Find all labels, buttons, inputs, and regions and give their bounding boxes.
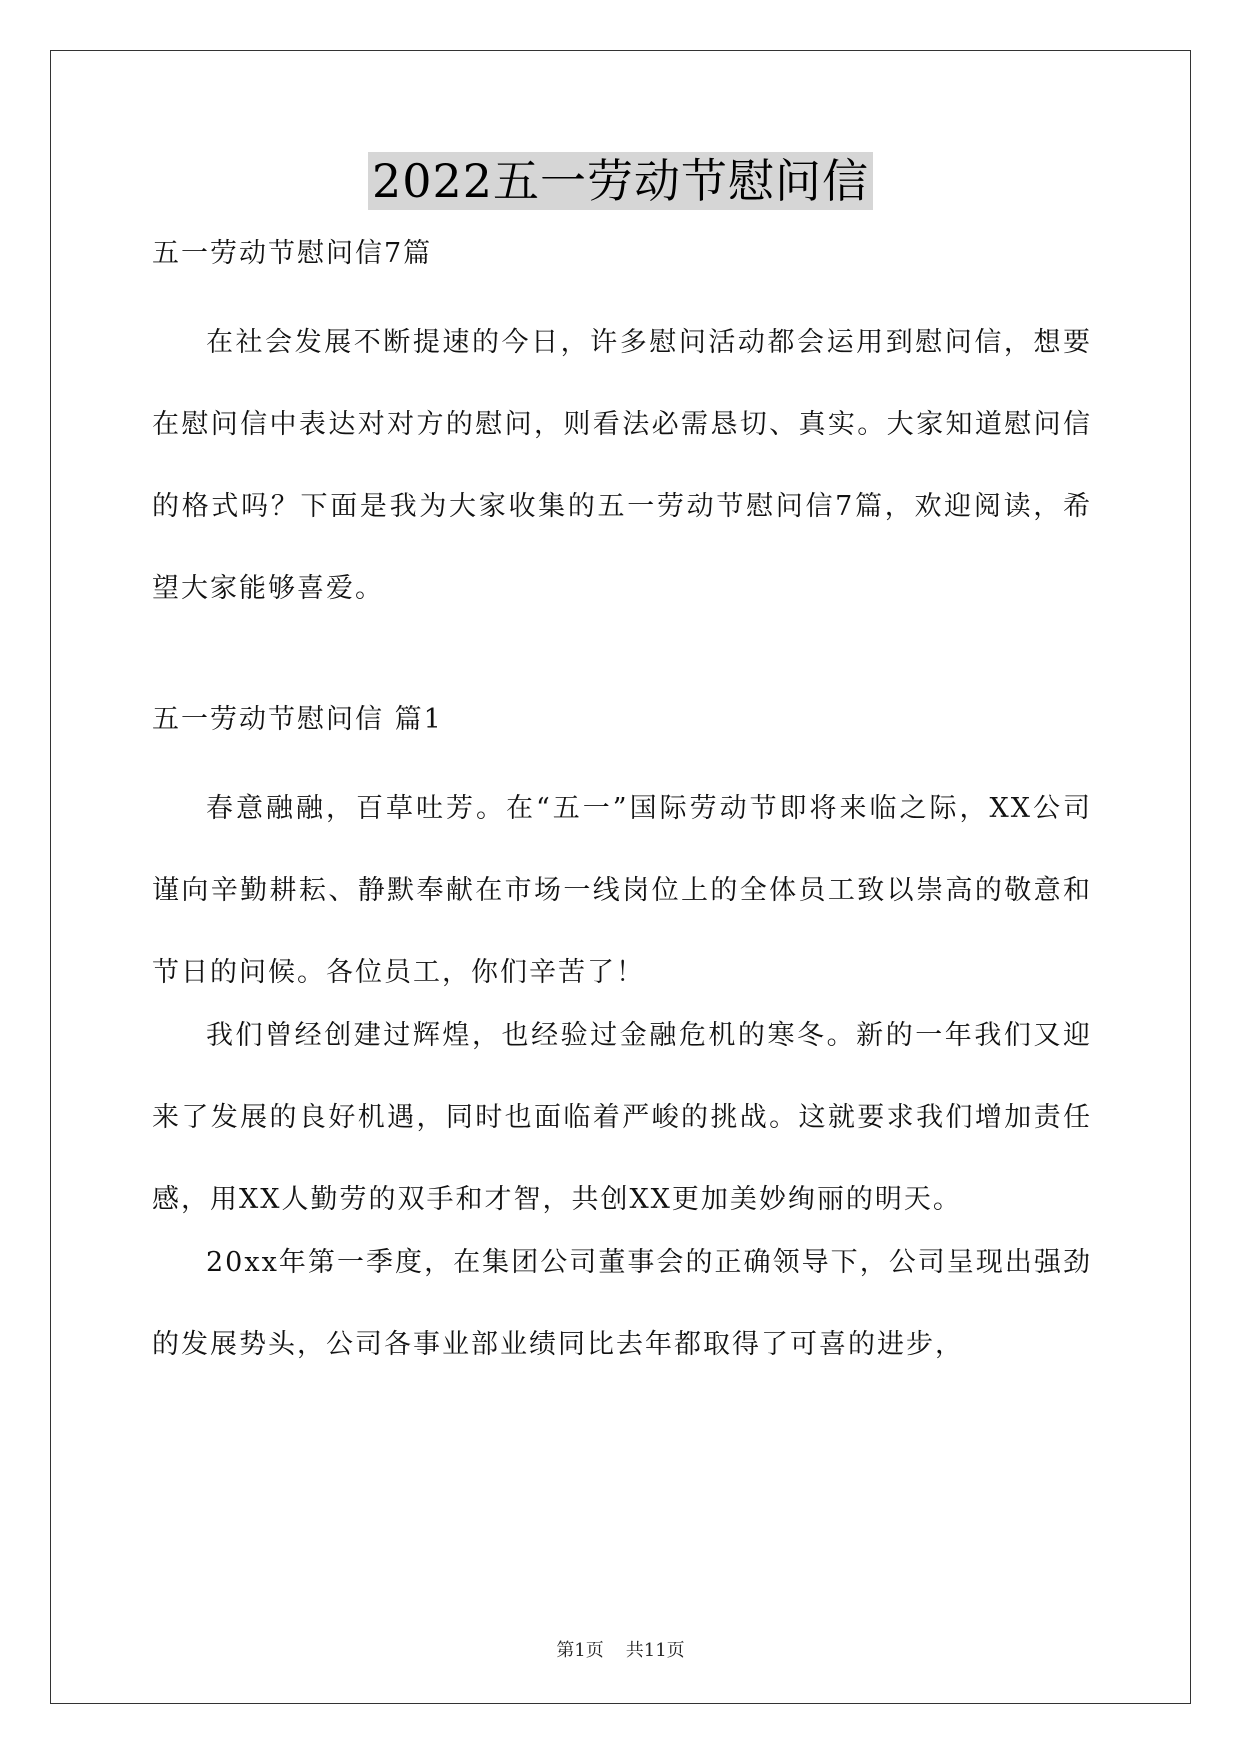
- page-number: 第1页: [556, 1640, 604, 1661]
- title-container: [0, 152, 1241, 210]
- intro-paragraph: 在社会发展不断提速的今日，许多慰问活动都会运用到慰问信，想要在慰问信中表达对对方的慰问，则看法必需恳切、真实。大家知道慰问信的格式吗？下面是我为大家收集的五一劳动节慰问信7篇，欢迎阅读，希望大家能够喜爱。: [152, 327, 1092, 604]
- section-heading: 五一劳动节慰问信 篇1: [152, 704, 443, 735]
- body-paragraph-3: 20xx年第一季度，在集团公司董事会的正确领导下，公司呈现出强劲的发展势头，公司各事业部业绩同比去年都取得了可喜的进步，: [152, 1247, 1092, 1360]
- document-body: [152, 236, 1092, 1386]
- body-paragraph-2: 我们曾经创建过辉煌，也经验过金融危机的寒冬。新的一年我们又迎来了发展的良好机遇，同时也面临着严峻的挑战。这就要求我们增加责任感，用XX人勤劳的双手和才智，共创XX更加美妙绚丽的明天。: [152, 1020, 1092, 1215]
- intro-heading: 五一劳动节慰问信7篇: [152, 238, 433, 269]
- document-title: 2022五一劳动节慰问信: [368, 152, 873, 210]
- page-footer: [0, 1636, 1241, 1662]
- body-paragraph-1: 春意融融，百草吐芳。在“五一”国际劳动节即将来临之际，XX公司谨向辛勤耕耘、静默奉献在市场一线岗位上的全体员工致以崇高的敬意和节日的问候。各位员工，你们辛苦了！: [152, 793, 1092, 988]
- page-total: 共11页: [625, 1640, 685, 1661]
